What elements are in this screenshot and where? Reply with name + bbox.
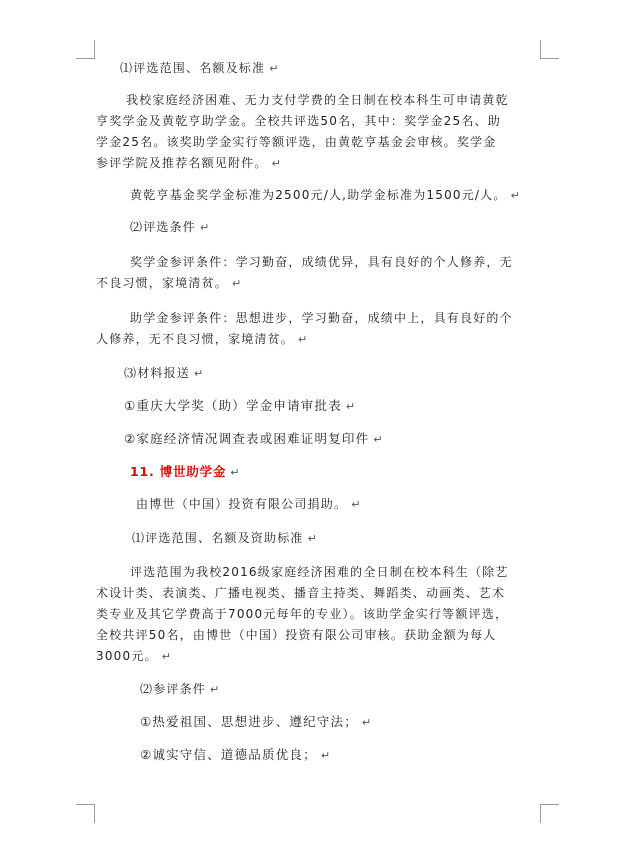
text-line: ⑶材料报送 (124, 366, 191, 380)
text-line: ②家庭经济情况调查表或困难证明复印件 (124, 431, 370, 446)
section-title-text: 11. 博世助学金 (130, 464, 227, 479)
text-line: 人修养，无不良习惯，家境清贫。 (96, 332, 295, 346)
paragraph-bosch-scope (130, 562, 560, 583)
text-line: ⑵评选条件 (130, 220, 197, 234)
section-heading-bosch-conditions (140, 679, 219, 700)
paragraph-mark-icon: ↵ (351, 498, 361, 511)
paragraph-mark-icon: ↵ (230, 466, 240, 479)
list-item-family-survey (124, 428, 383, 450)
paragraph-scholarship-conditions (130, 252, 560, 273)
text-line: 术设计类、表演类、广播电视类、播音主持类、舞蹈类、动画类、艺术 (96, 586, 506, 600)
crop-mark-top-right (540, 40, 559, 59)
text-line: 3000元。 (96, 649, 158, 663)
paragraph-mark-icon: ↵ (361, 716, 372, 729)
text-line: 类专业及其它学费高于7000元每年的专业）。该助学金实行等额评选， (96, 607, 509, 621)
section-heading-conditions (130, 217, 209, 238)
crop-mark-bottom-right (540, 804, 559, 823)
list-item-integrity (140, 744, 330, 766)
paragraph-mark-icon: ↵ (200, 221, 210, 234)
text-line: 全校共评50名，由博世（中国）投资有限公司审核。获助金额为每人 (96, 628, 497, 642)
paragraph-line (96, 625, 556, 646)
paragraph-line (96, 132, 556, 153)
crop-mark-top-left (76, 40, 95, 59)
text-line: ⑵参评条件 (140, 682, 207, 696)
text-line: 评选范围为我校2016级家庭经济困难的全日制在校本科生（除艺 (130, 565, 509, 579)
section-title-bosch-grant (130, 461, 239, 483)
paragraph-line (96, 583, 556, 604)
paragraph-mark-icon: ↵ (271, 157, 281, 170)
paragraph-mark-icon: ↵ (298, 333, 308, 346)
paragraph-grant-conditions (130, 308, 560, 329)
paragraph-mark-icon: ↵ (210, 683, 220, 696)
paragraph-mark-icon: ↵ (232, 277, 242, 290)
list-item-patriotism (140, 711, 371, 733)
text-line: ①热爱祖国、思想进步、遵纪守法； (140, 714, 358, 729)
text-line: 亨奖学金及黄乾亨助学金。全校共评选50名，其中：奖学金25名、助 (96, 114, 501, 128)
text-line: ⑴评选范围、名额及资助标准 (132, 531, 304, 545)
text-line: 参评学院及推荐名额见附件。 (96, 156, 268, 170)
paragraph-mark-icon: ↵ (345, 400, 356, 413)
paragraph-mark-icon: ↵ (161, 650, 171, 663)
paragraph-line (96, 646, 171, 667)
text-line: ⑴评选范围、名额及标准 (120, 61, 266, 75)
paragraph-mark-icon: ↵ (194, 367, 204, 380)
paragraph-line (96, 604, 556, 625)
text-line: 学金25名。该奖助学金实行等额评选，由黄乾亨基金会审核。奖学金 (96, 135, 497, 149)
text-line: 黄乾亨基金奖学金标准为2500元/人,助学金标准为1500元/人。 (130, 188, 507, 202)
text-line: 由博世（中国）投资有限公司捐助。 (136, 497, 348, 511)
paragraph-mark-icon: ↵ (373, 433, 383, 446)
section-heading-bosch-scope (132, 528, 317, 549)
paragraph-line (96, 111, 556, 132)
crop-mark-bottom-left (76, 804, 95, 823)
paragraph-mark-icon: ↵ (320, 749, 331, 762)
paragraph-eligibility (126, 90, 556, 111)
paragraph-mark-icon: ↵ (510, 189, 520, 202)
paragraph-line (96, 153, 281, 174)
paragraph-donor (136, 494, 360, 515)
paragraph-line (96, 273, 241, 294)
paragraph-line (96, 329, 307, 350)
text-line: ①重庆大学奖（助）学金申请审批表 (124, 398, 342, 413)
section-heading-scope (120, 58, 278, 79)
section-heading-materials (124, 363, 203, 384)
text-line: 我校家庭经济困难、无力支付学费的全日制在校本科生可申请黄乾 (126, 93, 509, 107)
text-line: 不良习惯，家境清贫。 (96, 276, 229, 290)
paragraph-mark-icon: ↵ (307, 532, 317, 545)
list-item-application-form (124, 395, 355, 417)
paragraph-standard (130, 185, 520, 206)
text-line: 奖学金参评条件：学习勤奋，成绩优异，具有良好的个人修养，无 (130, 255, 513, 269)
text-line: 助学金参评条件：思想进步，学习勤奋，成绩中上，具有良好的个 (130, 311, 513, 325)
paragraph-mark-icon: ↵ (269, 62, 279, 75)
text-line: ②诚实守信、道德品质优良； (140, 747, 317, 762)
